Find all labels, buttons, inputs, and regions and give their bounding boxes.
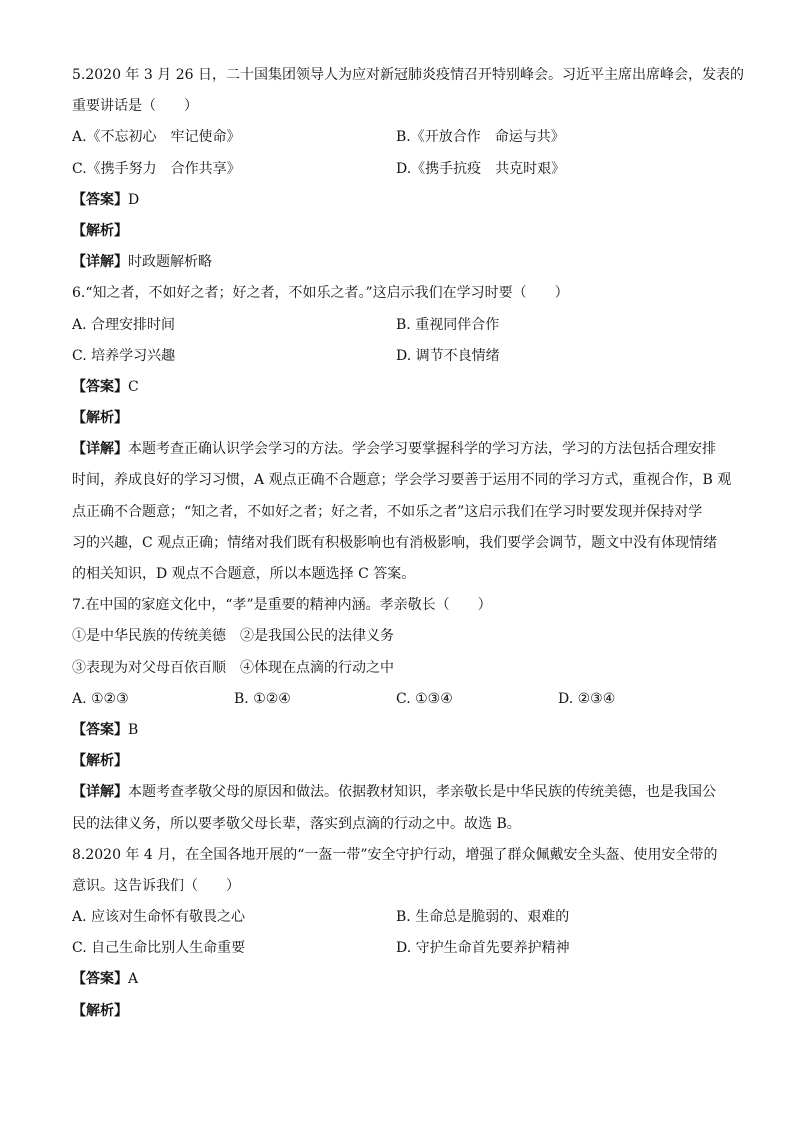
question-stem-line: 意识。这告诉我们（ ） bbox=[72, 877, 240, 894]
detail-line: 的相关知识，D 观点不合题意，所以本题选择 C 答案。 bbox=[72, 566, 416, 582]
options-row bbox=[72, 310, 728, 341]
question-8 bbox=[72, 840, 728, 1027]
question-stem-line: 8.2020 年 4 月，在全国各地开展的“一盔一带”安全守护行动，增强了群众佩戴安全头盔、使用安全带的 bbox=[72, 846, 718, 863]
answer-line bbox=[72, 964, 728, 995]
detail-line: 习的兴趣，C 观点正确；情绪对我们既有积极影响也有消极影响，我们要学会调节，题文中没有体现情绪 bbox=[72, 534, 718, 551]
options-row bbox=[72, 933, 728, 964]
option-b: B. 生命总是脆弱的、艰难的 bbox=[396, 909, 570, 926]
detail-line bbox=[72, 434, 728, 465]
option-b: B. ①②④ bbox=[234, 690, 291, 707]
answer-value: B bbox=[128, 721, 139, 738]
analysis-line bbox=[72, 403, 728, 434]
answer-label: 【答案】 bbox=[72, 191, 128, 208]
question-stem-line: 7.在中国的家庭文化中，“孝”是重要的精神内涵。孝亲敬长（ ） bbox=[72, 597, 492, 614]
question-stem-line: 重要讲话是（ ） bbox=[72, 98, 198, 115]
answer-label: 【答案】 bbox=[72, 721, 128, 738]
analysis-line bbox=[72, 996, 728, 1027]
answer-value: C bbox=[128, 378, 139, 395]
question-statement-line: ①是中华民族的传统美德 ②是我国公民的法律义务 bbox=[72, 628, 394, 645]
detail-text: 本题考查正确认识学会学习的方法。学会学习要掌握科学的学习方法，学习的方法包括合理安排 bbox=[128, 441, 716, 458]
answer-line bbox=[72, 185, 728, 216]
options-row bbox=[72, 341, 728, 372]
analysis-line bbox=[72, 216, 728, 247]
option-a: A. ①②③ bbox=[72, 690, 129, 707]
question-stem-line: 5.2020 年 3 月 26 日，二十国集团领导人为应对新冠肺炎疫情召开特别峰会。习近平主席出席峰会，发表的 bbox=[72, 67, 744, 83]
question-statement-line: ③表现为对父母百依百顺 ④体现在点滴的行动之中 bbox=[72, 659, 394, 676]
analysis-label: 【解析】 bbox=[72, 410, 128, 427]
option-d: D.《携手抗疫 共克时艰》 bbox=[396, 160, 566, 177]
option-c: C. ①③④ bbox=[396, 690, 453, 707]
exam-page bbox=[72, 60, 744, 1027]
question-5 bbox=[72, 60, 744, 278]
detail-line: 民的法律义务，所以要孝敬父母长辈，落实到点滴的行动之中。故选 B。 bbox=[72, 815, 521, 832]
analysis-label: 【解析】 bbox=[72, 222, 128, 239]
answer-value: D bbox=[128, 191, 140, 208]
detail-label: 【详解】 bbox=[72, 441, 128, 458]
detail-text: 本题考查孝敬父母的原因和做法。依据教材知识，孝亲敬长是中华民族的传统美德，也是我国公 bbox=[128, 784, 716, 801]
options-row bbox=[72, 154, 728, 185]
detail-line: 点正确不合题意；“知之者，不如好之者；好之者，不如乐之者”这启示我们在学习时要发现并保持对学 bbox=[72, 503, 703, 520]
option-c: C. 自己生命比别人生命重要 bbox=[72, 940, 246, 957]
detail-label: 【详解】 bbox=[72, 254, 128, 271]
options-row bbox=[72, 122, 728, 153]
analysis-line bbox=[72, 746, 728, 777]
option-a: A. 合理安排时间 bbox=[72, 316, 176, 333]
option-a: A.《不忘初心 牢记使命》 bbox=[72, 129, 241, 146]
option-d: D. 守护生命首先要养护精神 bbox=[396, 940, 570, 957]
detail-line bbox=[72, 247, 728, 278]
option-c: C. 培养学习兴趣 bbox=[72, 347, 176, 364]
answer-line bbox=[72, 372, 728, 403]
question-6 bbox=[72, 278, 732, 590]
detail-text: 时政题解析略 bbox=[128, 254, 212, 271]
answer-label: 【答案】 bbox=[72, 971, 128, 988]
option-a: A. 应该对生命怀有敬畏之心 bbox=[72, 909, 246, 926]
answer-line bbox=[72, 715, 728, 746]
analysis-label: 【解析】 bbox=[72, 1002, 128, 1019]
option-d: D. 调节不良情绪 bbox=[396, 347, 500, 364]
detail-line bbox=[72, 777, 728, 808]
option-d: D. ②③④ bbox=[558, 690, 616, 707]
detail-label: 【详解】 bbox=[72, 784, 128, 801]
question-stem-line: 6.“知之者，不如好之者；好之者，不如乐之者。”这启示我们在学习时要（ ） bbox=[72, 285, 569, 302]
options-row bbox=[72, 684, 728, 715]
detail-line: 时间，养成良好的学习习惯，A 观点正确不合题意；学会学习要善于运用不同的学习方式，重视合作，B 观 bbox=[72, 472, 732, 489]
answer-value: A bbox=[128, 971, 139, 988]
analysis-label: 【解析】 bbox=[72, 753, 128, 770]
option-b: B. 重视同伴合作 bbox=[396, 316, 500, 333]
question-7 bbox=[72, 590, 728, 840]
answer-label: 【答案】 bbox=[72, 378, 128, 395]
option-b: B.《开放合作 命运与共》 bbox=[396, 129, 565, 146]
options-row bbox=[72, 902, 728, 933]
option-c: C.《携手努力 合作共享》 bbox=[72, 160, 241, 177]
